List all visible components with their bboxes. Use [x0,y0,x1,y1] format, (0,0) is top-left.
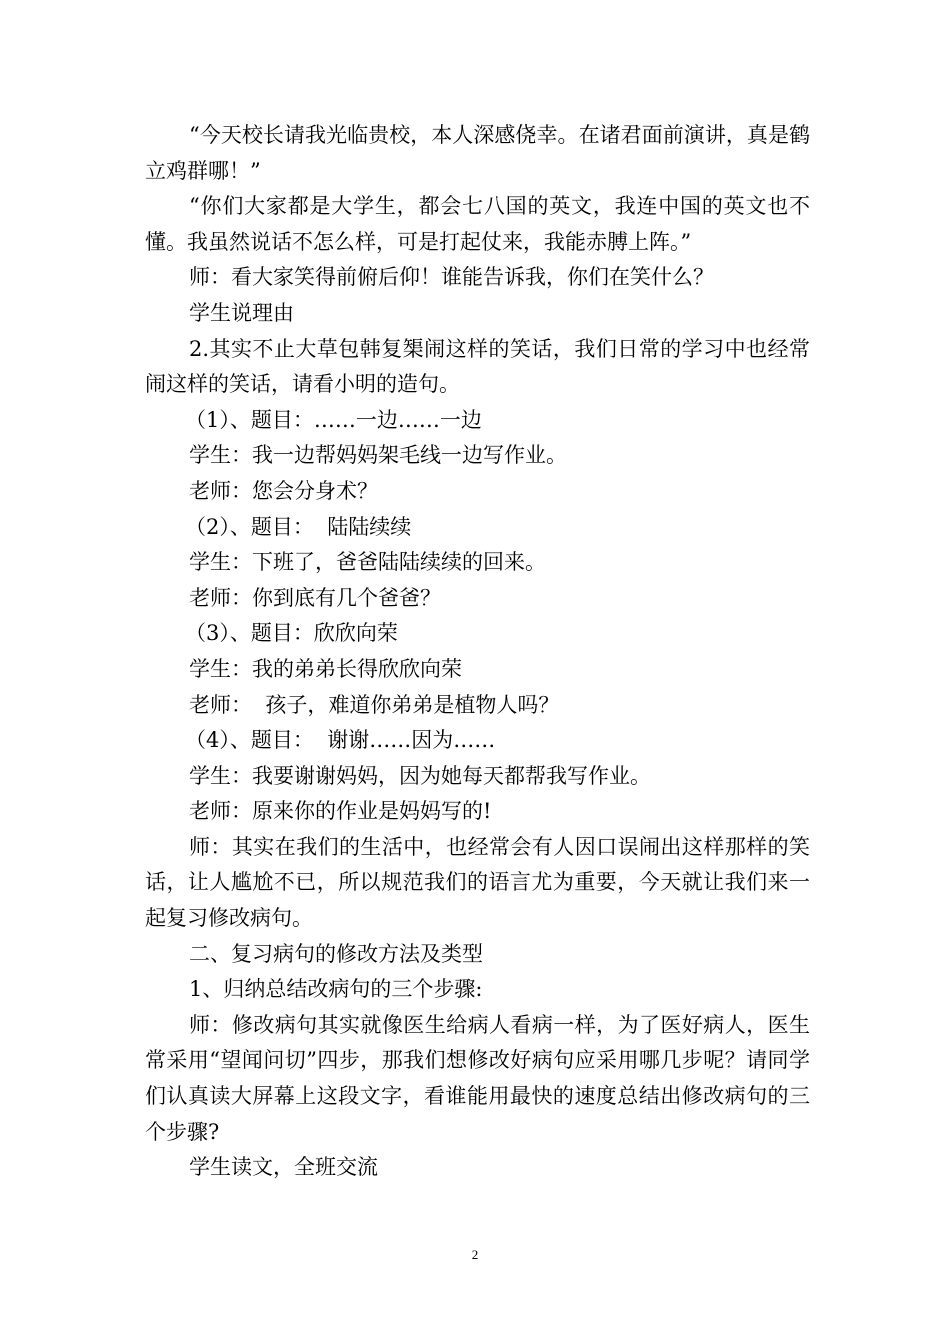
paragraph-item-3-title: （3）、题目：欣欣向荣 [185,621,398,646]
paragraph-item-2-student: 学生：下班了，爸爸陆陆续续的回来。 [189,550,546,575]
paragraph-item-4-teacher: 老师：原来你的作业是妈妈写的! [189,799,492,824]
section-heading-review: 二、复习病句的修改方法及类型 [189,941,483,966]
paragraph-item-1-title: （1）、题目：……一边……一边 [185,407,482,432]
document-body [145,118,810,1186]
paragraph-student-exchange: 学生读文，全班交流 [189,1155,378,1180]
paragraph-quote-1: “今天校长请我光临贵校，本人深感侥幸。在诸君面前演讲，真是鹤立鸡群哪！” [145,123,810,183]
paragraph-item-3-student: 学生：我的弟弟长得欣欣向荣 [189,656,462,681]
page-number: 2 [471,1247,479,1262]
paragraph-teacher-summary: 师：其实在我们的生活中，也经常会有人因口误闹出这样那样的笑话，让人尴尬不已，所以规范我们的语言尤为重要，今天就让我们来一起复习修改病句。 [145,834,810,931]
paragraph-section-2: 2.其实不止大草包韩复榘闹这样的笑话，我们日常的学习中也经常闹这样的笑话，请看小明的造句。 [145,336,810,397]
paragraph-quote-2: “你们大家都是大学生，都会七八国的英文，我连中国的英文也不懂。我虽然说话不怎么样，可是打起仗来，我能赤膊上阵。” [145,194,810,254]
paragraph-item-4-student: 学生：我要谢谢妈妈，因为她每天都帮我写作业。 [189,763,651,788]
paragraph-item-1-teacher: 老师：您会分身术？ [189,478,378,503]
subheading-three-steps: 1、归纳总结改病句的三个步骤: [189,977,483,1002]
paragraph-student-reason: 学生说理由 [189,300,294,325]
paragraph-item-2-teacher: 老师：你到底有几个爸爸？ [189,585,441,610]
paragraph-item-2-title: （2）、题目： 陆陆续续 [185,514,412,539]
paragraph-item-4-title: （4）、题目： 谢谢……因为…… [185,728,496,753]
paragraph-item-3-teacher: 老师： 孩子，难道你弟弟是植物人吗？ [189,692,560,717]
paragraph-teacher-question: 师：看大家笑得前俯后仰！谁能告诉我，你们在笑什么？ [189,265,714,290]
paragraph-teacher-instruction: 师：修改病句其实就像医生给病人看病一样，为了医好病人，医生常采用“望闻问切”四步，那我们想修改好病句应采用哪几步呢？请同学们认真读大屏幕上这段文字，看谁能用最快的速度总结出修改病句的三个步骤? [145,1012,810,1144]
paragraph-item-1-student: 学生：我一边帮妈妈架毛线一边写作业。 [189,443,567,468]
